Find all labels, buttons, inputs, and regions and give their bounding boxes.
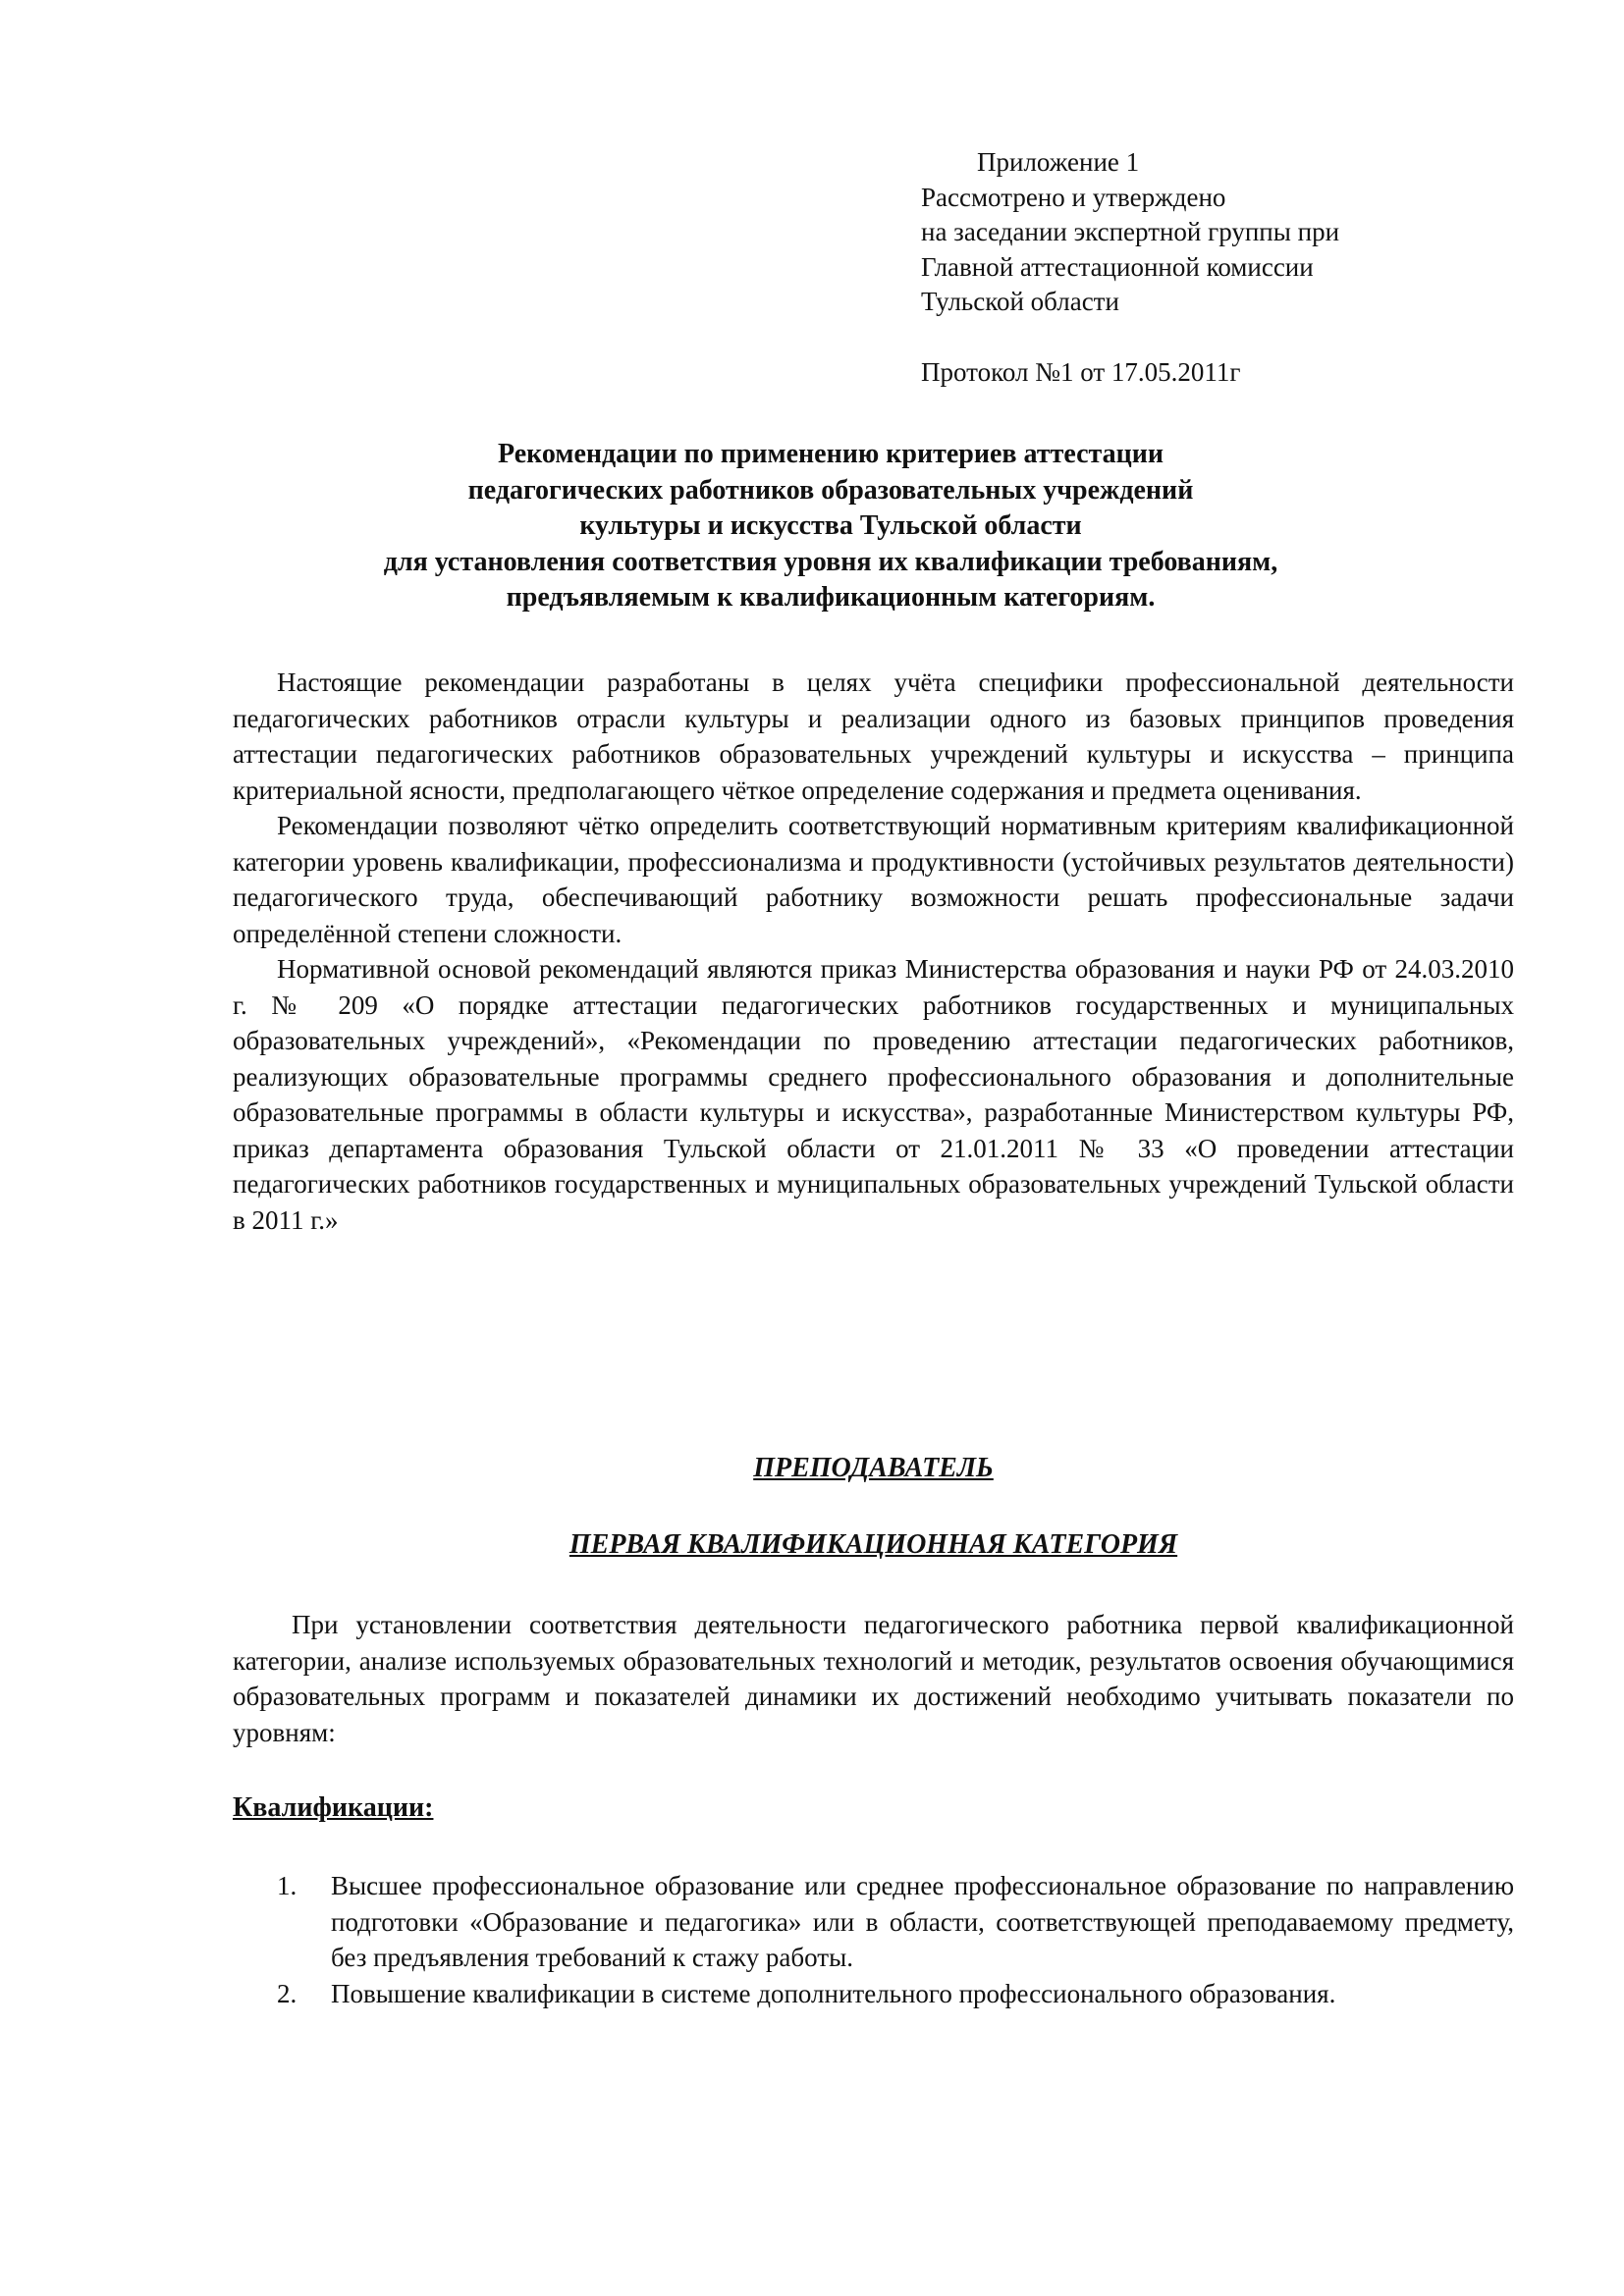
intro-section — [233, 665, 1514, 1238]
intro-paragraph: Рекомендации позволяют чётко определить соответствующий нормативным критериям квалификационной категории уровень квалификации, профессионализма и продуктивности (устойчивых результатов деятельности) педагогического труда, обеспечивающий работнику возможности решать профессиональные задачи определённой степени сложности. — [233, 811, 1514, 948]
qualification-heading: Квалификации: — [233, 1792, 434, 1823]
list-item — [277, 1976, 1514, 2012]
approval-line: Тульской области — [921, 287, 1119, 316]
title-line: предъявляемым к квалификационным категориям. — [506, 582, 1156, 613]
list-item-text: Повышение квалификации в системе дополнительного профессионального образования. — [331, 1978, 1336, 2008]
list-item-number: 1. — [277, 1871, 298, 1900]
document-title — [232, 437, 1430, 616]
qualification-list — [277, 1868, 1514, 2011]
approval-line: Главной аттестационной комиссии — [921, 251, 1314, 282]
title-line: Рекомендации по применению критериев аттестации — [497, 439, 1164, 469]
list-item — [277, 1868, 1514, 1976]
section-heading: ПРЕПОДАВАТЕЛЬ — [753, 1453, 994, 1483]
list-item-text: Высшее профессиональное образование или среднее профессиональное образование по направлению подготовки «Образование и педагогика» или в области, соответствующей преподаваемому предмету, без предъявления требований к стажу работы. — [331, 1871, 1514, 1972]
category-heading: ПЕРВАЯ КВАЛИФИКАЦИОННАЯ КАТЕГОРИЯ — [568, 1529, 1178, 1560]
intro-paragraph: Настоящие рекомендации разработаны в целях учёта специфики профессиональной деятельности педагогических работников отрасли культуры и реализации одного из базовых принципов проведения аттестации педагогических работников образовательных учреждений культуры и искусства – принципа критериальной ясности, предполагающего чёткое определение содержания и предмета оценивания. — [233, 667, 1514, 805]
approval-line: на заседании экспертной группы при — [921, 217, 1340, 246]
protocol-line: Протокол №1 от 17.05.2011г — [921, 356, 1241, 387]
appendix-label: Приложение 1 — [977, 147, 1140, 177]
title-line: педагогических работников образовательных учреждений — [467, 474, 1194, 506]
approval-line: Рассмотрено и утверждено — [921, 182, 1226, 212]
approval-block — [921, 145, 1339, 390]
intro-paragraph: Нормативной основой рекомендаций являются приказ Министерства образования и науки РФ от 24.03.2010 г. № 209 «О порядке аттестации педагогических работников государственных и муниципальных образовательных учреждений», «Рекомендации по проведению аттестации педагогических работников, реализующих образовательные программы среднего профессионального образования и дополнительные образовательные программы в области культуры и искусства», разработанные Министерством культуры РФ, приказ департамента образования Тульской области от 21.01.2011 № 33 «О проведении аттестации педагогических работников государственных и муниципальных образовательных учреждений Тульской области в 2011 г.» — [233, 954, 1514, 1235]
category-intro — [233, 1607, 1514, 1750]
category-paragraph: При установлении соответствия деятельности педагогического работника первой квалификационной категории, анализе используемых образовательных технологий и методик, результатов освоения обучающимися образовательных программ и показателей динамики их достижений необходимо учитывать показатели по уровням: — [233, 1610, 1514, 1747]
title-line: культуры и искусства Тульской области — [579, 510, 1082, 541]
title-line: для установления соответствия уровня их квалификации требованиям, — [383, 546, 1278, 577]
list-item-number: 2. — [277, 1978, 298, 2008]
